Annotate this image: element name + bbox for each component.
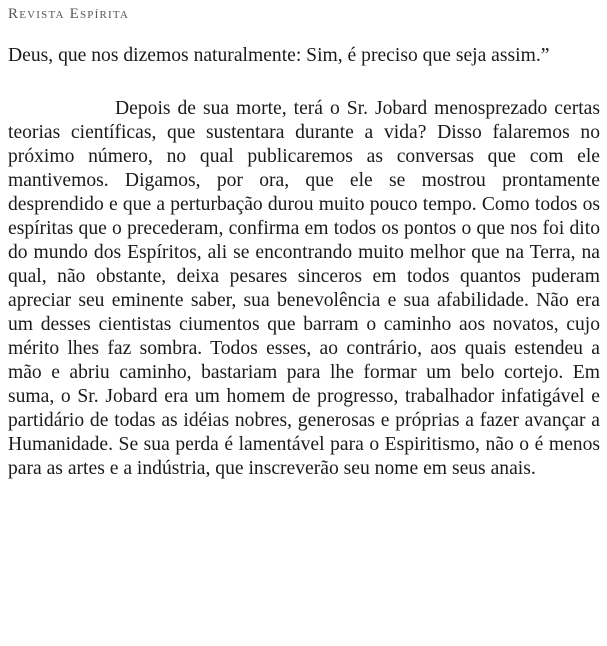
running-head-title: Revista Espírita bbox=[8, 6, 130, 22]
paragraph-jobard: Depois de sua morte, terá o Sr. Jobard menosprezado certas teorias científicas, que sustentara durante a vida? Disso falaremos no próximo número, no qual publicaremos as conversas que com ele mantivemos. Digamos, por ora, que ele se mostrou prontamente desprendido e que a perturbação durou muito pouco tempo. Como todos os espíritas que o precederam, confirma em todos os pontos o que nos foi dito do mundo dos Espíritos, ali se encontrando muito melhor que na Terra, na qual, não obstante, deixa pesares sinceros em todos quantos puderam apreciar seu eminente saber, sua benevolência e sua afabilidade. Não era um desses cientistas ciumentos que barram o caminho aos novatos, cujo mérito lhes faz sombra. Todos esses, ao contrário, aos quais estendeu a mão e abriu caminho, bastariam para lhe formar um belo cortejo. Em suma, o Sr. Jobard era um homem de progresso, trabalhador infatigável e partidário de todas as idéias nobres, generosas e próprias a fazer avançar a Humanidade. Se sua perda é lamentável para o Espiritismo, não o é menos para as artes e a indústria, que inscreverão seu nome em seus anais. bbox=[8, 98, 600, 479]
page-body bbox=[8, 44, 600, 481]
paragraph-continuation: Deus, que nos dizemos naturalmente: Sim, é preciso que seja assim.” bbox=[8, 45, 550, 66]
